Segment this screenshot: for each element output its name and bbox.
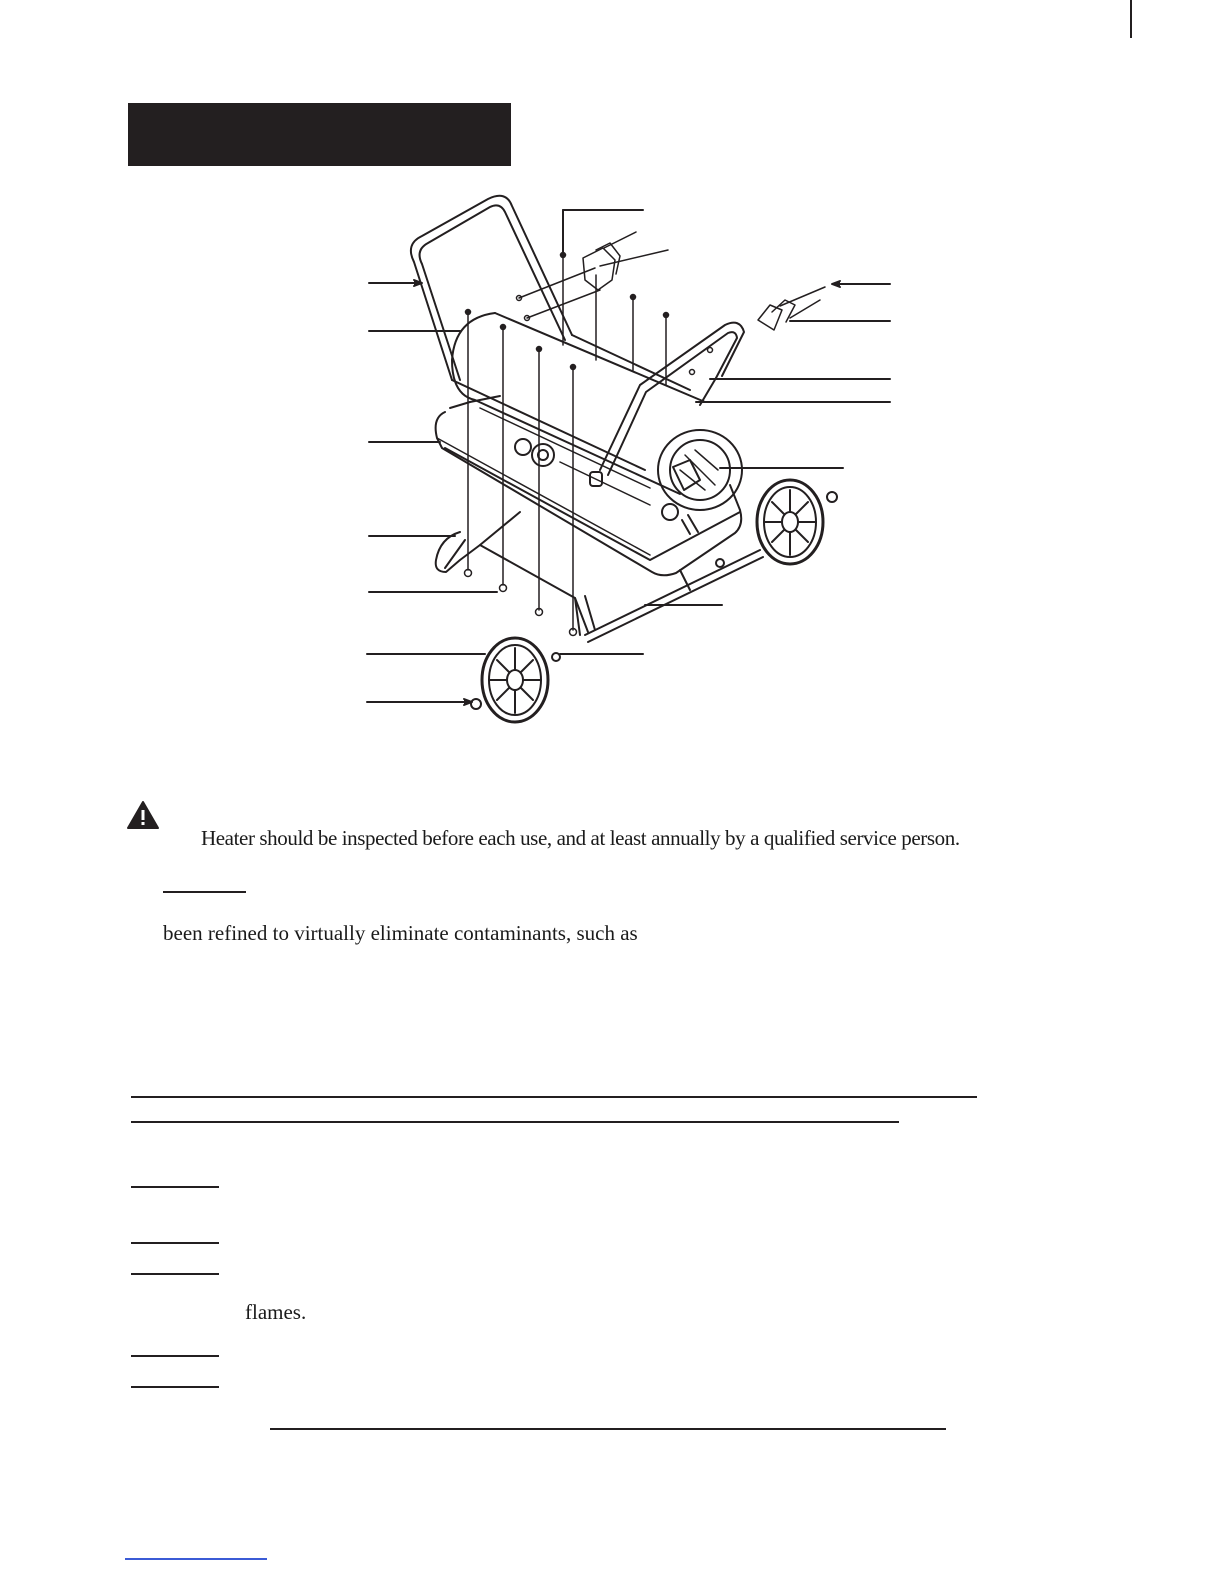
warning-triangle-icon bbox=[126, 800, 160, 830]
underline-rule bbox=[131, 1273, 219, 1275]
divider-rule bbox=[270, 1428, 946, 1430]
flames-text: flames. bbox=[245, 1300, 307, 1324]
underline-rule bbox=[163, 891, 246, 893]
underline-rule bbox=[131, 1242, 219, 1244]
fuel-description-text: been refined to virtually eliminate contaminants, such as bbox=[163, 921, 638, 945]
fuel-tank bbox=[436, 396, 742, 575]
callout-leaders bbox=[367, 210, 890, 705]
divider-rule bbox=[131, 1096, 977, 1098]
left-wheel bbox=[471, 638, 560, 722]
inspection-warning-text: Heater should be inspected before each use, and at least annually by a qualified service person. bbox=[201, 826, 960, 850]
footer-link-underline[interactable] bbox=[125, 1558, 267, 1560]
underline-rule bbox=[131, 1186, 219, 1188]
heater-assembly-diagram bbox=[0, 0, 1224, 760]
bolts bbox=[465, 253, 669, 636]
underline-rule bbox=[131, 1355, 219, 1357]
underline-rule bbox=[131, 1386, 219, 1388]
divider-rule bbox=[131, 1121, 899, 1123]
handle-frame bbox=[411, 196, 744, 475]
